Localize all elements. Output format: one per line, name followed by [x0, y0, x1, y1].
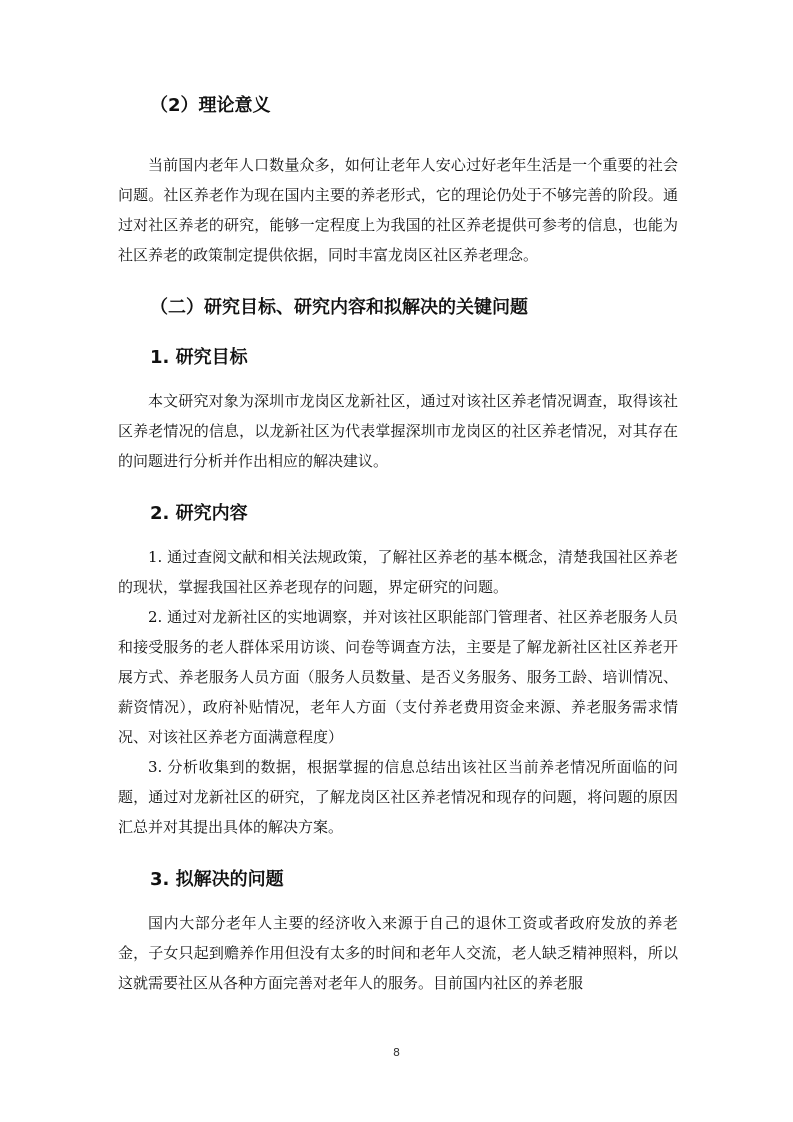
content-item-2: 2. 通过对龙新社区的实地调察，并对该社区职能部门管理者、社区养老服务人员和接受服务的老人群体采用访谈、问卷等调查方法，主要是了解龙新社区社区养老开展方式、养老服务人员方面（服务人员数量、是否义务服务、服务工龄、培训情况、薪资情况），政府补贴情况，老年人方面（支付养老费用资金来源、养老服务需求情况、对该社区养老方面满意程度） — [118, 608, 678, 746]
goal-paragraph: 本文研究对象为深圳市龙岗区龙新社区，通过对该社区养老情况调查，取得该社区养老情况的信息，以龙新社区为代表掌握深圳市龙岗区的社区养老情况，对其存在的问题进行分析并作出相应的解决建议。 — [118, 392, 678, 470]
theory-paragraph: 当前国内老年人口数量众多，如何让老年人安心过好老年生活是一个重要的社会问题。社区养老作为现在国内主要的养老形式，它的理论仍处于不够完善的阶段。通过对社区养老的研究，能够一定程度上为我国的社区养老提供可参考的信息，也能为社区养老的政策制定提供依据，同时丰富龙岗区社区养老理念。 — [118, 156, 678, 264]
problem-heading: 3. 拟解决的问题 — [150, 869, 284, 890]
page-number: 8 — [393, 1046, 400, 1059]
content-item-3: 3. 分析收集到的数据，根据掌握的信息总结出该社区当前养老情况所面临的问题，通过对龙新社区的研究，了解龙岗区社区养老情况和现存的问题，将问题的原因汇总并对其提出具体的解决方案。 — [118, 758, 678, 836]
part2-heading: （二）研究目标、研究内容和拟解决的关键问题 — [150, 297, 528, 318]
theory-heading: （2）理论意义 — [150, 95, 271, 116]
content-item-1: 1. 通过查阅文献和相关法规政策，了解社区养老的基本概念，清楚我国社区养老的现状，掌握我国社区养老现存的问题，界定研究的问题。 — [118, 548, 678, 596]
problem-paragraph: 国内大部分老年人主要的经济收入来源于自己的退休工资或者政府发放的养老金，子女只起到赡养作用但没有太多的时间和老年人交流，老人缺乏精神照料，所以这就需要社区从各种方面完善对老年人的服务。目前国内社区的养老服 — [118, 914, 678, 992]
content-heading: 2. 研究内容 — [150, 503, 248, 524]
goal-heading: 1. 研究目标 — [150, 347, 248, 368]
page-content — [118, 92, 678, 998]
